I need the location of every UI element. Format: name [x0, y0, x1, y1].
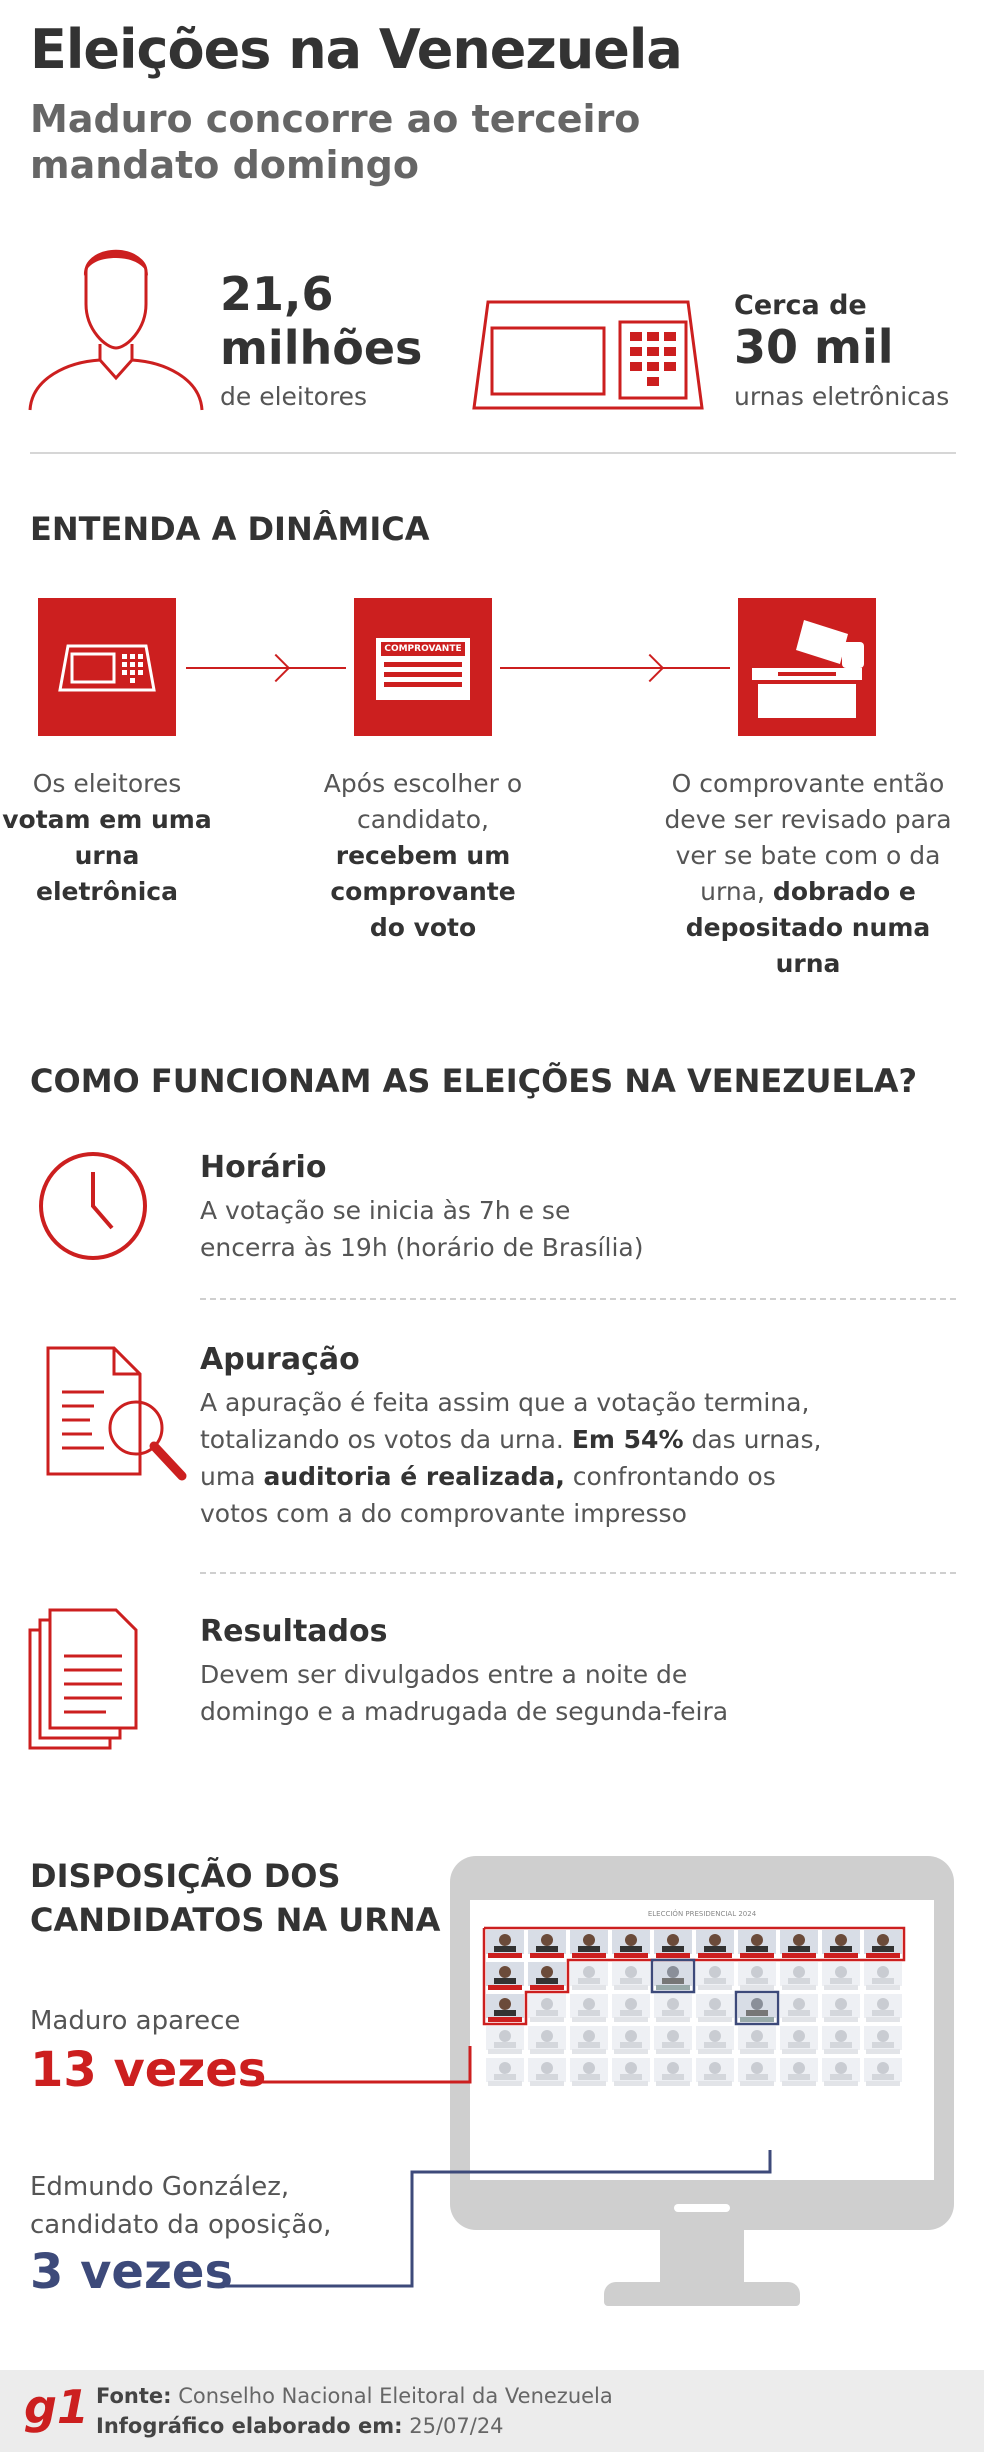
chevron-right-icon — [262, 654, 290, 682]
footer-source: Fonte: Conselho Nacional Eleitoral da Venezuela — [96, 2384, 613, 2408]
gonzalez-connector — [220, 2150, 770, 2286]
ballot-box-icon — [738, 598, 876, 736]
maduro-label: Maduro aparece — [30, 2006, 241, 2036]
divider — [30, 452, 956, 454]
voters-label: de eleitores — [220, 382, 368, 411]
urns-prefix: Cerca de — [734, 290, 867, 321]
voting-machine-icon — [470, 298, 706, 412]
step1-box — [38, 598, 176, 736]
urns-label: urnas eletrônicas — [734, 382, 950, 411]
horario-title: Horário — [200, 1150, 327, 1185]
document-search-icon — [44, 1344, 192, 1484]
person-icon — [28, 232, 204, 412]
receipt-icon — [376, 638, 470, 700]
connector-lines — [0, 1900, 984, 2300]
step1-text: Os eleitores votam em uma urna eletrônica — [2, 769, 212, 906]
step2-text: Após escolher o candidato, recebem um comprovante do voto — [323, 769, 523, 942]
flow-arrow — [500, 667, 730, 669]
resultados-text: Devem ser divulgados entre a noite de domingo e a madrugada de segunda-feira — [200, 1660, 729, 1726]
resultados-title: Resultados — [200, 1614, 388, 1649]
chevron-right-icon — [636, 654, 664, 682]
apuracao-text: A apuração é feita assim que a votação termina, totalizando os votos da urna. Em 54% das urnas, uma auditoria é realizada, confrontando os votos com a do comprovante impresso — [200, 1388, 822, 1528]
gonzalez-count: 3 vezes — [30, 2244, 234, 2300]
step2-box — [354, 598, 492, 736]
divider — [200, 1572, 956, 1574]
maduro-connector — [240, 2046, 470, 2082]
divider — [200, 1298, 956, 1300]
voters-number: 21,6 — [220, 267, 334, 321]
page-subtitle: Maduro concorre ao terceiro mandato domingo — [30, 97, 641, 187]
screen-title: ELECCIÓN PRESIDENCIAL 2024 — [647, 1910, 757, 1918]
how-heading: COMO FUNCIONAM AS ELEIÇÕES NA VENEZUELA? — [30, 1062, 918, 1100]
horario-text: A votação se inicia às 7h e se encerra às 19h (horário de Brasília) — [200, 1196, 644, 1262]
urns-number: 30 mil — [734, 320, 894, 374]
maduro-count: 13 vezes — [30, 2042, 267, 2098]
clock-icon — [36, 1148, 150, 1264]
ballot-heading: DISPOSIÇÃO DOS CANDIDATOS NA URNA — [30, 1857, 441, 1939]
voting-machine-icon — [38, 598, 176, 736]
footer — [0, 2370, 984, 2452]
documents-icon — [26, 1606, 140, 1752]
step3-text: O comprovante então deve ser revisado para ver se bate com o da urna, dobrado e depositado numa urna — [664, 769, 952, 978]
footer-made: Infográfico elaborado em: 25/07/24 — [96, 2414, 504, 2438]
receipt-label: COMPROVANTE — [381, 642, 465, 656]
g1-logo: g1 — [24, 2380, 89, 2434]
dynamics-heading: ENTENDA A DINÂMICA — [30, 510, 430, 548]
gonzalez-label: Edmundo González, candidato da oposição, — [30, 2172, 332, 2240]
step3-box — [738, 598, 876, 736]
apuracao-title: Apuração — [200, 1342, 360, 1377]
page-title: Eleições na Venezuela — [30, 18, 682, 81]
voters-unit: milhões — [220, 321, 423, 375]
